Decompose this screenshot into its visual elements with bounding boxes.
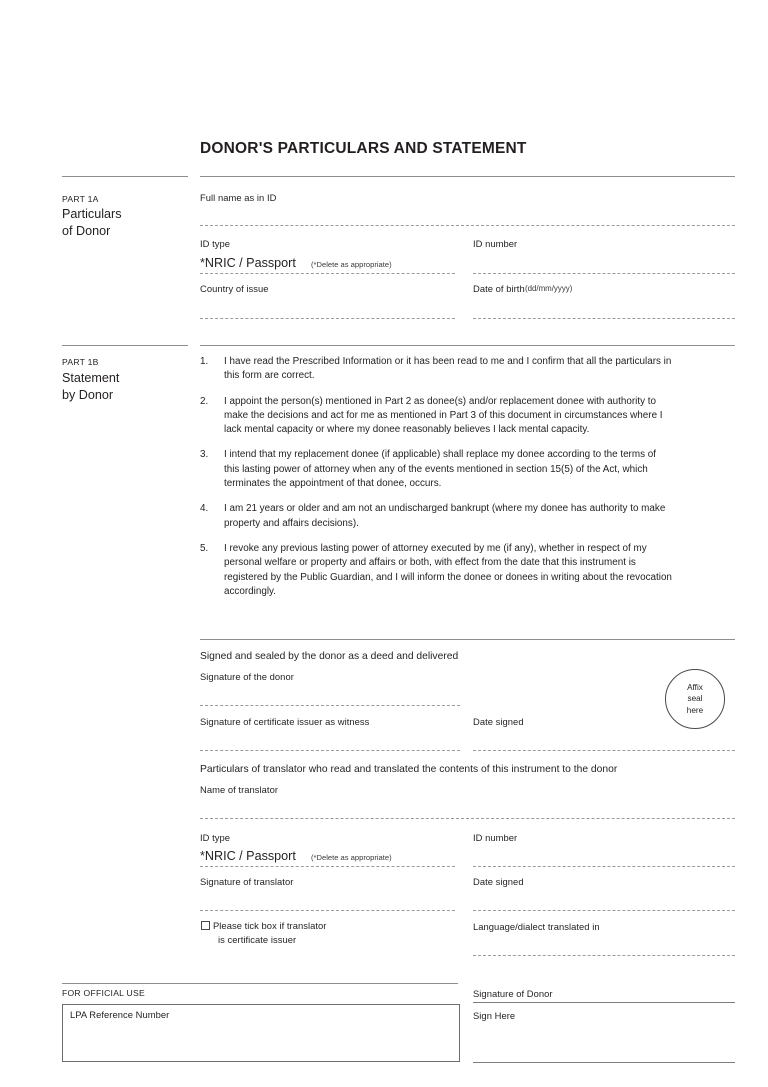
statement-number: 5. [200, 542, 209, 554]
translator-tickbox-label-line2: is certificate issuer [218, 934, 297, 945]
statement-item [200, 448, 672, 491]
country-of-issue-label: Country of issue [200, 283, 269, 294]
full-name-label: Full name as in ID [200, 192, 277, 203]
affix-seal-circle [665, 669, 725, 729]
affix-seal-line2: seal [687, 694, 703, 704]
statement-number: 2. [200, 395, 209, 407]
certificate-issuer-signature-input-line[interactable] [200, 750, 460, 751]
part-1b-tag: PART 1B [62, 357, 99, 367]
statement-text: I revoke any previous lasting power of attorney executed by me (if any), whether in respect of my personal welfare or property and affairs or both, with effect from the date that this instrument is registered by the Public Guardian, and I will inform the donee or donees in writing about the revocation accordingly. [224, 542, 672, 597]
id-type-input-line[interactable] [200, 273, 455, 274]
date-of-birth-format-hint: (dd/mm/yyyy) [525, 284, 573, 293]
part-1b-name-line2: by Donor [62, 388, 114, 402]
translator-date-signed-input-line[interactable] [473, 910, 735, 911]
sign-here-label: Sign Here [473, 1010, 516, 1021]
divider-sidebar-part1b [62, 345, 188, 346]
id-number-label: ID number [473, 238, 518, 249]
translator-signature-input-line[interactable] [200, 910, 455, 911]
date-signed-label: Date signed [473, 716, 524, 727]
signature-of-donor-label: Signature of the donor [200, 671, 294, 682]
translator-date-signed-label: Date signed [473, 876, 524, 887]
execution-heading: Signed and sealed by the donor as a deed and delivered [200, 651, 459, 662]
official-use-heading: FOR OFFICIAL USE [62, 988, 145, 998]
date-of-birth-label: Date of birth [473, 283, 525, 294]
id-type-delete-note: (*Delete as appropriate) [311, 260, 392, 269]
translator-id-type-delete-note: (*Delete as appropriate) [311, 853, 392, 862]
date-signed-input-line[interactable] [473, 750, 735, 751]
translator-tickbox-label-line1: Please tick box if translator [213, 920, 327, 931]
part-1b-name-line1: Statement [62, 371, 120, 385]
official-signature-of-donor-label: Signature of Donor [473, 988, 553, 999]
part-1a-name-line2: of Donor [62, 224, 111, 238]
translator-name-label: Name of translator [200, 784, 279, 795]
official-signature-top-rule [473, 1002, 735, 1003]
statement-text: I appoint the person(s) mentioned in Part 2 as donee(s) and/or replacement donee with authority to make the decisions and act for me as mentioned in Part 3 of this document in circumstances where I lack mental capacity or where my donee reasonably believes I lack mental capacity. [224, 395, 663, 436]
full-name-input-line[interactable] [200, 225, 735, 226]
donor-signature-input-line[interactable] [200, 705, 460, 706]
translator-language-label: Language/dialect translated in [473, 921, 600, 932]
translator-id-type-label: ID type [200, 832, 231, 843]
translator-signature-label: Signature of translator [200, 876, 294, 887]
statement-number: 4. [200, 503, 209, 515]
page-title: DONOR'S PARTICULARS AND STATEMENT [200, 140, 527, 157]
id-type-value[interactable]: *NRIC / Passport [200, 256, 296, 270]
divider-main-part1a [200, 176, 735, 177]
certificate-issuer-signature-label: Signature of certificate issuer as witness [200, 716, 370, 727]
statement-item [200, 395, 672, 438]
lpa-reference-label: LPA Reference Number [70, 1009, 170, 1020]
statement-text: I intend that my replacement donee (if applicable) shall replace my donee according to the terms of this lasting power of attorney when any of the events mentioned in section 15(5) of the Act, which terminates the appointment of that donee, occurs. [224, 449, 656, 490]
translator-id-type-value[interactable]: *NRIC / Passport [200, 849, 296, 863]
statement-item [200, 542, 672, 599]
translator-language-input-line[interactable] [473, 955, 735, 956]
id-number-input-line[interactable] [473, 273, 735, 274]
translator-id-type-input-line[interactable] [200, 866, 455, 867]
divider-sidebar-part1a [62, 176, 188, 177]
affix-seal-line3: here [686, 705, 704, 715]
translator-name-input-line[interactable] [200, 818, 735, 819]
part-1a-name-line1: Particulars [62, 207, 122, 221]
statement-number: 3. [200, 449, 209, 461]
country-of-issue-input-line[interactable] [200, 318, 455, 319]
divider-official-use [62, 983, 458, 984]
translator-certificate-issuer-checkbox[interactable] [201, 921, 210, 930]
divider-execution [200, 639, 735, 640]
divider-main-part1b [200, 345, 735, 346]
statement-item [200, 355, 672, 384]
id-type-label: ID type [200, 238, 231, 249]
statement-list [200, 355, 672, 610]
statement-text: I am 21 years or older and am not an undischarged bankrupt (where my donee has authority to make property and affairs decisions). [224, 503, 666, 529]
part-1a-tag: PART 1A [62, 194, 99, 204]
statement-text: I have read the Prescribed Information or it has been read to me and I confirm that all the particulars in this form are correct. [224, 356, 672, 382]
translator-id-number-label: ID number [473, 832, 518, 843]
statement-item [200, 502, 672, 531]
translator-heading: Particulars of translator who read and translated the contents of this instrument to the donor [200, 764, 618, 775]
affix-seal-line1: Affix [687, 682, 703, 692]
statement-number: 1. [200, 356, 209, 367]
translator-id-number-input-line[interactable] [473, 866, 735, 867]
official-signature-bottom-rule[interactable] [473, 1062, 735, 1063]
date-of-birth-input-line[interactable] [473, 318, 735, 319]
